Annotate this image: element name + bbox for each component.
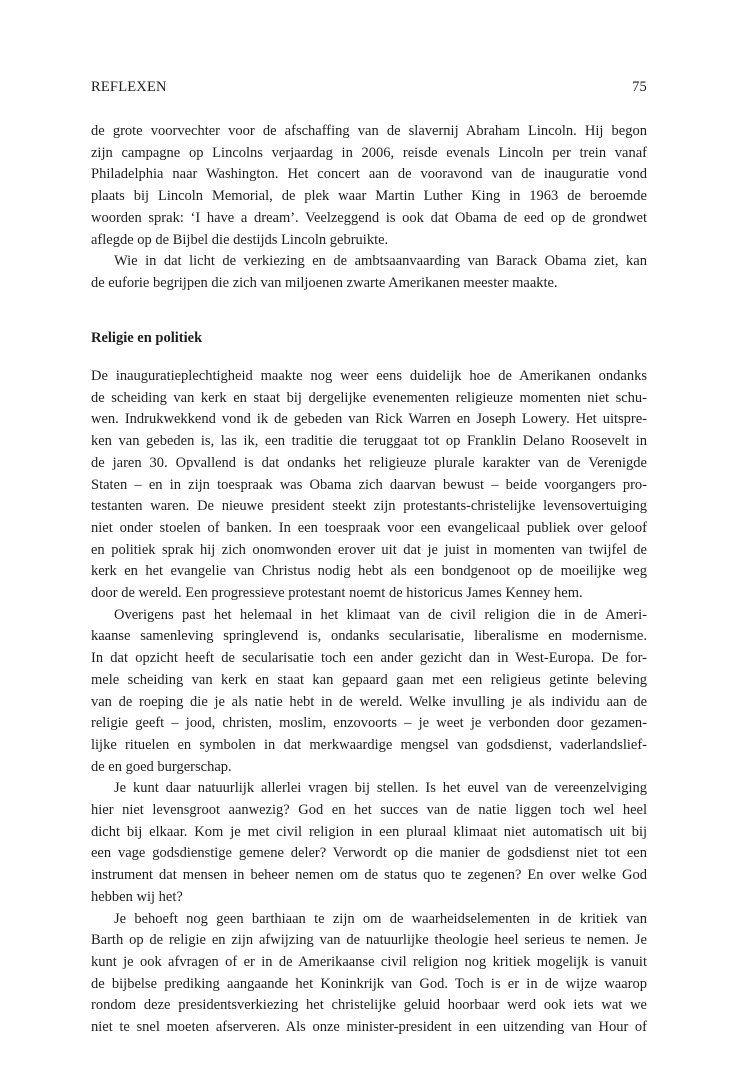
text-line: Overigens past het helemaal in het klimaat van de civil religion die in de Ameri- [114,606,647,623]
text-line: dicht bij elkaar. Kom je met civil religion in een pluraal klimaat niet automatisch uit bij [91,823,647,840]
text-line: plaats bij Lincoln Memorial, de plek waar Martin Luther King in 1963 de beroemde [91,188,647,205]
text-line: van de roeping die je als natie hebt in de wereld. Welke invulling je als individu aan de [91,693,647,710]
text-line: niet te snel moeten afserveren. Als onze minister-president in een uitzending van Hour of [91,1019,647,1036]
text-line: de scheiding van kerk en staat bij dergelijke evenementen religieuze momenten niet schu- [91,389,647,406]
text-line: en politiek sprak hij zich onomwonden erover uit dat je juist in momenten van twijfel de [91,541,647,558]
text-line: zijn campagne op Lincolns verjaardag in 2006, reisde evenals Lincoln per trein vanaf [91,144,647,161]
text-line: Philadelphia naar Washington. Het concert aan de vooravond van de inauguratie vond [91,166,647,183]
text-line: kunt je ook afvragen of er in de Amerikaanse civil religion nog kritiek mogelijk is vanuit [91,953,647,970]
text-line: de grote voorvechter voor de afschaffing van de slavernij Abraham Lincoln. Hij begon [91,123,647,139]
text-line: woorden sprak: ‘I have a dream’. Veelzeggend is ook dat Obama de eed op de grondwet [91,209,647,226]
text-line: de euforie begrijpen die zich van miljoenen zwarte Amerikanen meester maakte. [91,274,558,291]
text-line: Je behoeft nog geen barthiaan te zijn om de waarheidselementen in de kritiek van [114,910,647,927]
text-line: de en goed burgerschap. [91,758,232,775]
text-line: een vage godsdienstige gemene deler? Verwordt op die manier de godsdienst niet tot een [91,845,647,862]
paragraph-block-religion-politics [91,366,647,1039]
text-line: ken van gebeden is, las ik, een traditie die teruggaat tot op Franklin Delano Roosevelt in [91,433,647,450]
text-line: instrument dat mensen in beheer nemen om de status quo te zegenen? En over welke God [91,867,647,884]
running-title: REFLEXEN [91,79,167,95]
text-line: de bijbelse prediking aangaande het Koninkrijk van God. Toch is er in de wijze waarop [91,975,647,992]
text-line: In dat opzicht heeft de secularisatie toch een ander gezicht dan in West-Europa. De for- [91,650,647,667]
text-line: wen. Indrukwekkend vond ik de gebeden van Rick Warren en Joseph Lowery. Het uitspre- [91,411,647,428]
section-heading: Religie en politiek [91,330,203,346]
text-line: rondom deze presidentsverkiezing het christelijke geluid hoorbaar werd ook iets wat we [91,997,647,1014]
text-line: Wie in dat licht de verkiezing en de ambtsaanvaarding van Barack Obama ziet, kan [114,253,647,270]
text-line: de jaren 30. Opvallend is dat ondanks het religieuze plurale karakter van de Verenigde [91,454,647,471]
text-line: lijke rituelen en symbolen in dat merkwaardige mengsel van godsdienst, vaderlandslief- [91,736,647,753]
paragraph-block-intro [91,121,647,295]
text-line: kaanse samenleving springlevend is, ondanks secularisatie, liberalisme en modernisme. [91,628,647,645]
text-line: De inauguratieplechtigheid maakte nog weer eens duidelijk hoe de Amerikanen ondanks [91,368,647,384]
page-number: 75 [632,79,647,95]
text-line: hier niet levensgroot aanwezig? God en het succes van de natie liggen toch wel heel [91,802,647,819]
text-line: niet onder stoelen of banken. In een toespraak voor een evangelicaal publiek over geloof [91,519,647,536]
text-line: aflegde op de Bijbel die destijds Lincoln gebruikte. [91,231,389,248]
text-line: door de wereld. Een progressieve protestant noemt de historicus James Kenney hem. [91,585,583,602]
text-line: Staten – en in zijn toespraak was Obama zich daarvan bewust – beide voorgangers pro- [91,476,647,493]
text-line: religie geeft – jood, christen, moslim, enzovoorts – je weet je verbonden door gezamen- [91,715,647,732]
text-line: testanten waren. De nieuwe president steekt zijn protestants-christelijke levensovertuiging [91,498,647,515]
text-line: Barth op de religie en zijn afwijzing van de natuurlijke theologie heel serieus te nemen. Je [91,932,647,949]
text-line: Je kunt daar natuurlijk allerlei vragen bij stellen. Is het euvel van de vereenzelviging [114,780,647,797]
text-line: mele scheiding van kerk en staat kan gepaard gaan met een religieus getinte beleving [91,671,647,688]
running-header [91,79,647,96]
text-line: kerk en het evangelie van Christus nodig hebt als een bondgenoot op de moeilijke weg [91,563,647,580]
text-line: hebben wij het? [91,888,183,905]
